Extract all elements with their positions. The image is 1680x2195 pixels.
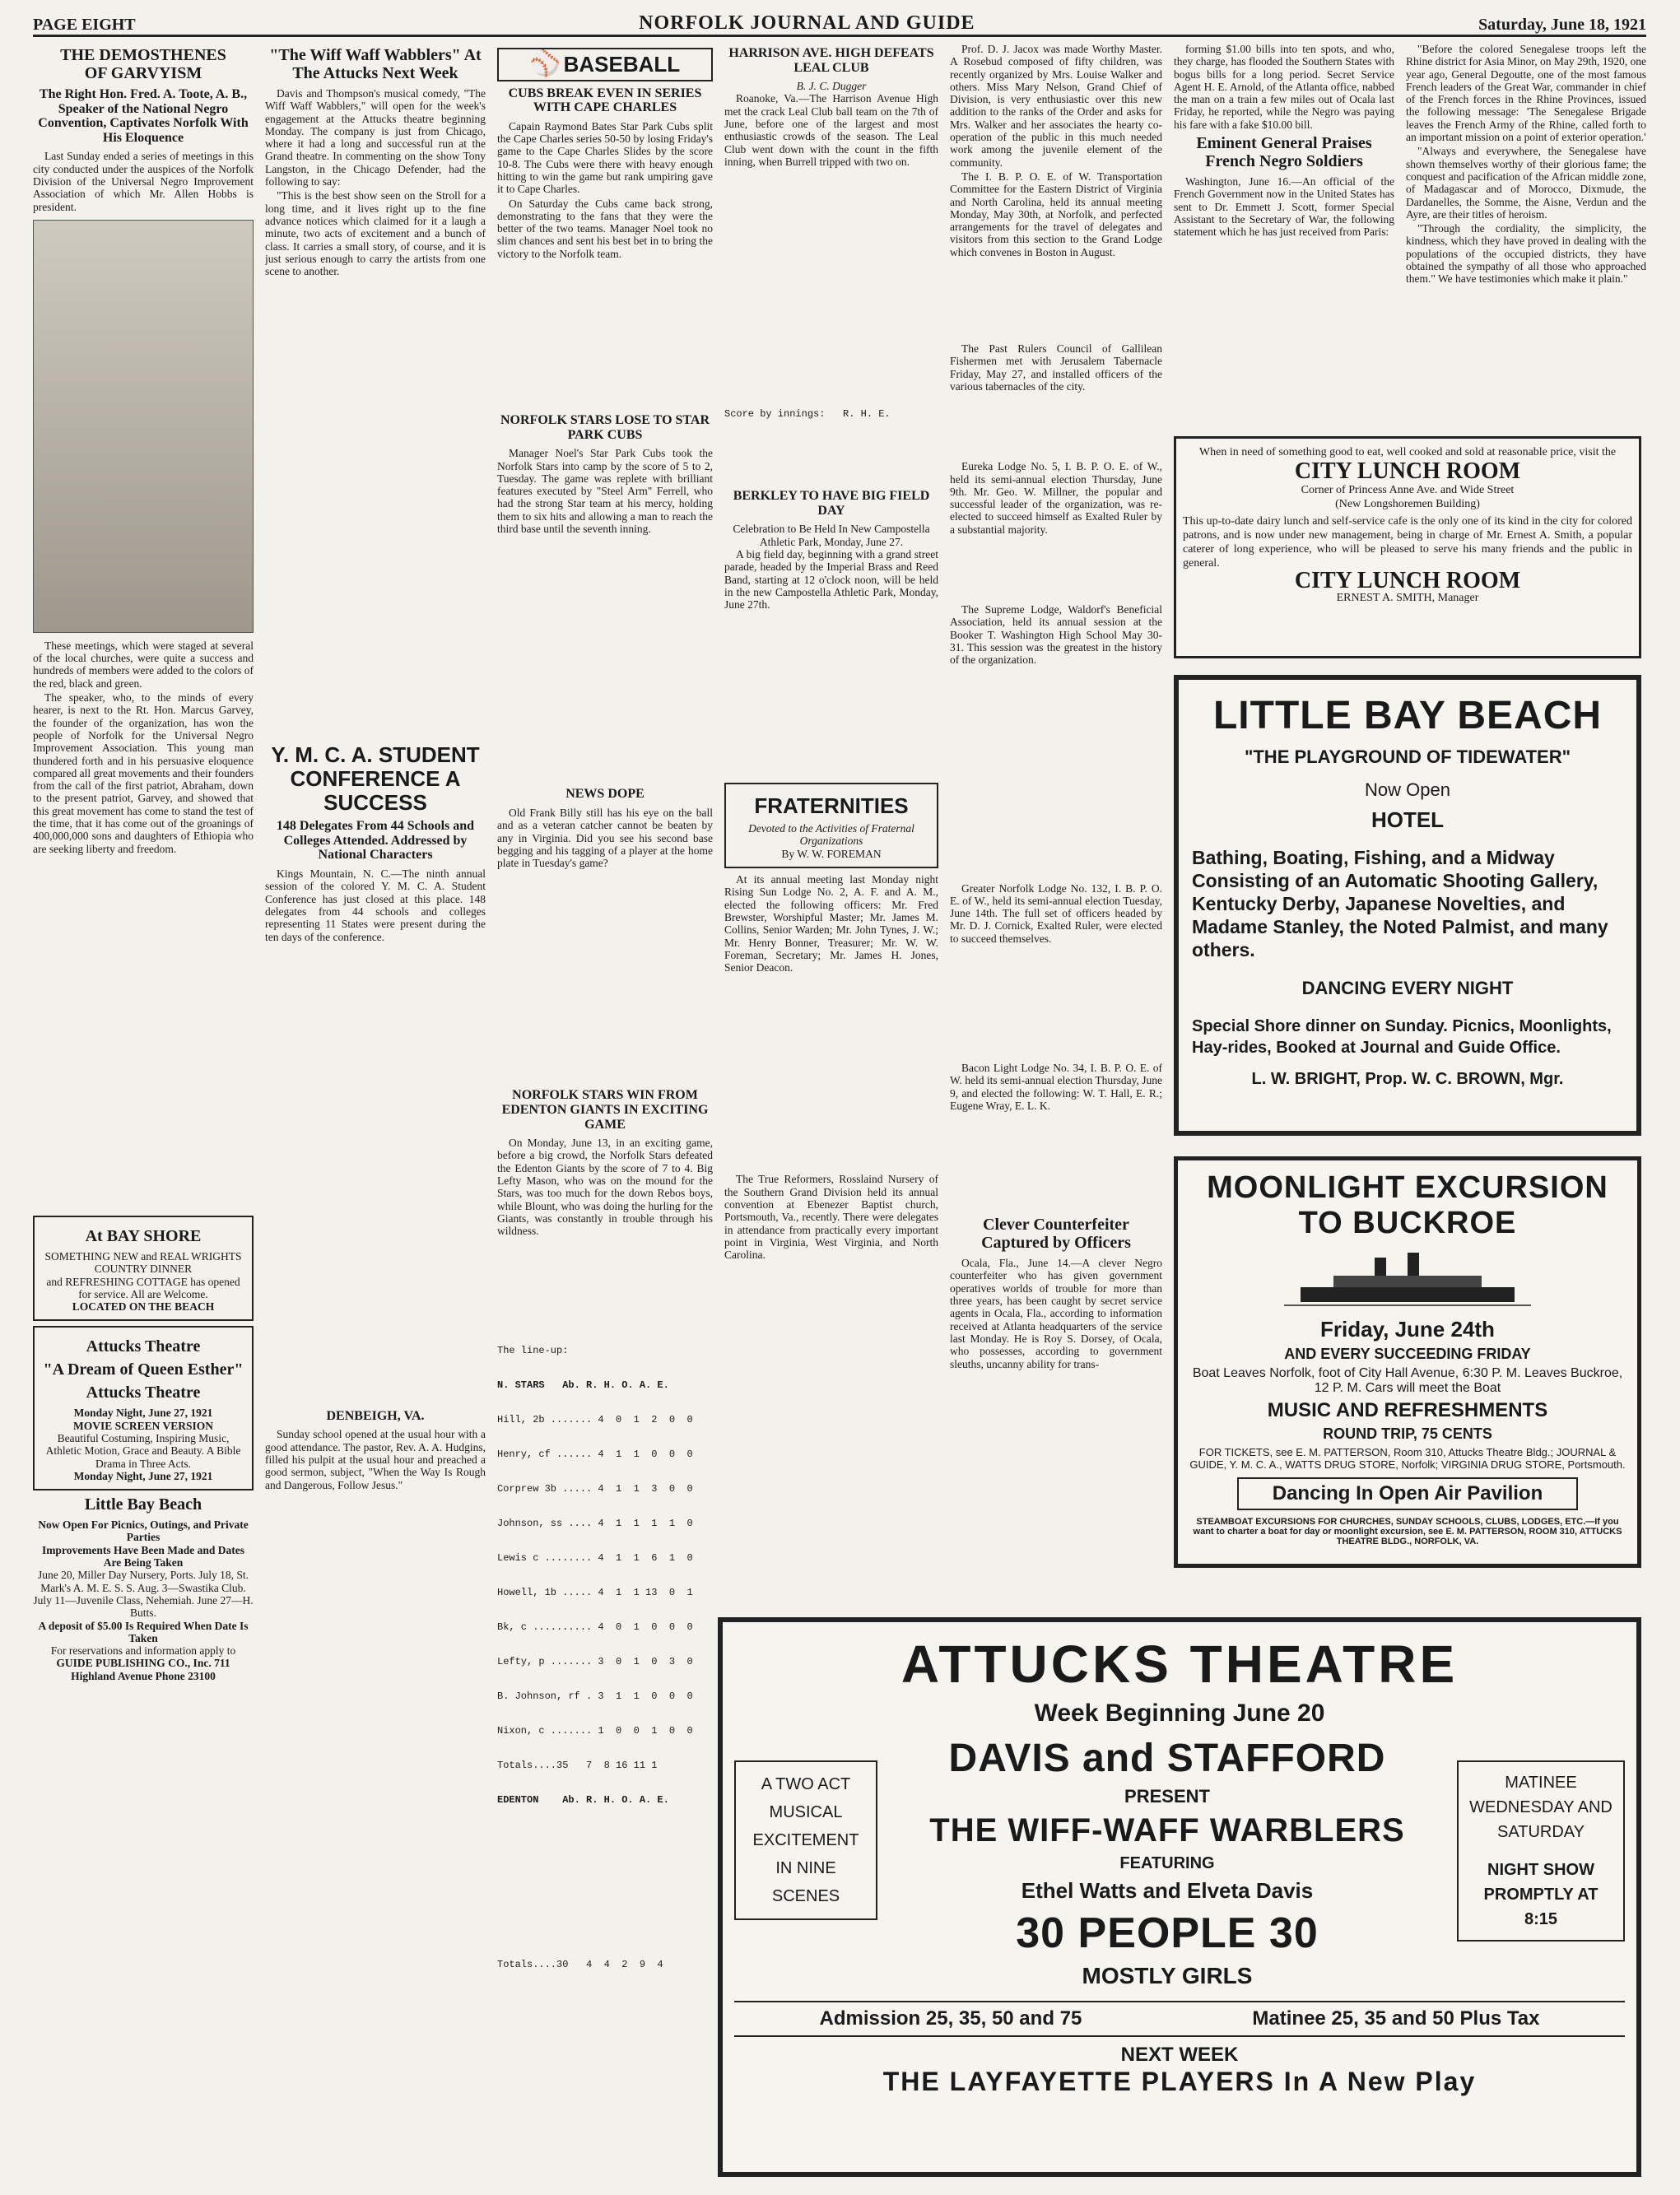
article-paragraph: Sunday school opened at the usual hour with a good attendance. The pastor, Rev. A. A. Hudgins, filled his pulpit at the usual hour and preached a good sermon, subject, "When the Way Is Rough and Dangerous, Follow Jesus." (265, 1428, 486, 1491)
ad-little-bay-beach: LITTLE BAY BEACH "THE PLAYGROUND OF TIDEWATER" Now Open HOTEL Bathing, Boating, Fishing, and a Midway Consisting of an Automatic Shooting Gallery, Kentucky Derby, Japanese Novelties, and Madame Stanley, the Noted Palmist, and many others. DANCING EVERY NIGHT Special Shore dinner on Sunday. Picnics, Moonlights, Hay-rides, Booked at Journal and Guide Office. L. W. BRIGHT, Prop. W. C. BROWN, Mgr. (1174, 675, 1641, 1136)
article-paragraph: "Before the colored Senegalese troops left the Rhine district for Asia Minor, on May 29th, 1920, one year ago, General Degoutte, one of the most famous French leaders of the Great War, commander in chief of the French forces in the Rhine Provinces, issued the following message: 'The Senegalese Brigade leaves the French Army of the Rhine, called forth to an important mission on a point of exterior operation.' (1406, 43, 1646, 144)
box-score-row: B. Johnson, rf . 3 1 1 0 0 0 (497, 1690, 693, 1702)
baseball-player-icon: ⚾ (529, 50, 561, 77)
score-table: Score by innings: R. H. E. (724, 408, 891, 421)
headline-wiff-waff: "The Wiff Waff Wabblers" At The Attucks Next Week (269, 46, 482, 82)
ad-line: For reservations and information apply to (50, 1644, 236, 1658)
ad-little-bay-beach-small (33, 1495, 254, 1682)
article-paragraph: "Through the cordiality, the simplicity, the kindness, which they have proved in dealing with the populations of the occupied districts, they have obtained the sympathy of all those who approached them." We have testimonies which make it plain." (1406, 222, 1646, 286)
box-score-row: Johnson, ss .... 4 1 1 1 1 0 (497, 1517, 693, 1529)
headline-demosthenes: THE DEMOSTHENES OF GARVYISM (60, 46, 226, 82)
ad-line: Improvements Have Been Made and Dates Are Being Taken (41, 1543, 245, 1570)
box-score-row: Lewis c ........ 4 1 1 6 1 0 (497, 1551, 693, 1564)
ad-line: June 20, Miller Day Nursery, Ports. July 18, St. Mark's A. M. E. S. S. Aug. 3—Swastika Club. July 11—Juvenile Class, Nehemiah. June 27—H. Butts. (33, 1569, 254, 1620)
article-paragraph: A big field day, beginning with a grand street parade, headed by the Imperial Brass and Reed Band, starting at 12 o'clock noon, will be held in the new Campostella Athletic Park, Monday, June 27th. (724, 548, 938, 612)
ad-moonlight-excursion: MOONLIGHT EXCURSION TO BUCKROE Friday, June 24th AND EVERY SUCCEEDING FRIDAY Boat Leaves Norfolk, foot of City Hall Avenue, 6:30 P. M. Leaves Buckroe, 12 P. M. Cars will meet the Boat MUSIC AND REFRESHMENTS ROUND TRIP, 75 CENTS FOR TICKETS, see E. M. PATTERSON, Room 310, Attucks Theatre Bldg.; JOURNAL & GUIDE, Y. M. C. A., WATTS DRUG STORE, Norfolk; VIRGINIA DRUG STORE, Portsmouth. Dancing In Open Air Pavilion STEAMBOAT EXCURSIONS FOR CHURCHES, SUNDAY SCHOOLS, CLUBS, LODGES, ETC.—If you want to charter a boat for day or moonlight excursion, see E. M. PATTERSON, ROOM 310, ATTUCKS THEATRE BLDG., NORFOLK, VA. (1174, 1156, 1641, 1568)
headline-norfolk-stars-lose: NORFOLK STARS LOSE TO STAR PARK CUBS (500, 413, 710, 442)
article-paragraph: Kings Mountain, N. C.—The ninth annual session of the colored Y. M. C. A. Student Conference has just closed at this place. 148 delegates from 44 schools and colleges representing 11 States were present during the ten days of the conference. (265, 867, 486, 943)
article-paragraph: Last Sunday ended a series of meetings in this city conducted under the auspices of the Norfolk Division of the Universal Negro Improvement Association of which Mr. Allen Hobbs is president. (33, 150, 254, 213)
box-score-row: Howell, 1b ..... 4 1 1 13 0 1 (497, 1586, 693, 1598)
attucks-left-panel: A TWO ACT MUSICAL EXCITEMENT IN NINE SCENES (734, 1760, 877, 1920)
ad-title: Attucks Theatre (86, 1337, 201, 1356)
article-paragraph: The True Reformers, Rosslaind Nursery of the Southern Grand Division held its annual convention at Ebenezer Baptist church, Portsmouth, Va., recently. There were delegates in attendance from practically every important point in Virginia, West Virginia, and North Carolina. (724, 1173, 938, 1262)
article-paragraph: The Past Rulers Council of Gallilean Fishermen met with Jerusalem Tabernacle Friday, May 27, and installed officers of the various tabernacles of the city. (950, 342, 1162, 393)
ad-line: Now Open For Picnics, Outings, and Private Parties (38, 1518, 249, 1544)
ad-line: GUIDE PUBLISHING CO., Inc. 711 Highland Avenue Phone 23100 (56, 1657, 230, 1682)
ad-attucks-theatre: ATTUCKS THEATRE Week Beginning June 20 A TWO ACT MUSICAL EXCITEMENT IN NINE SCENES DAVIS and STAFFORD PRESENT THE WIFF-WAFF WARBLERS FEATURING Ethel Watts and Elveta Davis 30 PEOPLE 30 MOSTLY GIRLS MATINEE WEDNESDAY AND SATURDAY NIGHT SHOW PROMPTLY AT 8:15 Admission 25, 35, 50 and 75 Matinee 25, 35 and 50 Plus Tax NEXT WEEK THE LAYFAYETTE PLAYERS In A New Play (718, 1617, 1641, 2177)
ad-line: SOMETHING NEW and REAL WRIGHTS COUNTRY DINNER (44, 1249, 242, 1276)
article-paragraph: The I. B. P. O. E. of W. Transportation Committee for the Eastern District of Virginia and North Carolina, held its annual meeting Monday, May 30th, at Norfolk, and perfected arrangements for the travel of delegates and visitors from this section to the Grand Lodge which convenes in Boston in August. (950, 170, 1162, 258)
ad-title: Little Bay Beach (84, 1495, 202, 1514)
headline-eminent-general: Eminent General Praises French Negro Soldiers (1196, 134, 1372, 171)
fraternities-banner: FRATERNITIES Devoted to the Activities of Fraternal Organizations By W. W. FOREMAN (724, 783, 938, 868)
admission-prices: Admission 25, 35, 50 and 75 (819, 2007, 1082, 2030)
ad-line: Attucks Theatre (86, 1384, 201, 1402)
ad-line: and REFRESHING COTTAGE has opened for service. All are Welcome. (46, 1275, 240, 1300)
ad-title: At BAY SHORE (85, 1226, 202, 1245)
attucks-right-panel: MATINEE WEDNESDAY AND SATURDAY NIGHT SHOW PROMPTLY AT 8:15 (1457, 1760, 1625, 1942)
headline-stars-win: NORFOLK STARS WIN FROM EDENTON GIANTS IN EXCITING GAME (501, 1088, 709, 1132)
article-paragraph: On Monday, June 13, in an exciting game, before a big crowd, the Norfolk Stars defeated the Edenton Giants by the score of 7 to 4. Big Lefty Mason, who was on the mound for the Stars, was too much for the down Rebos boys, while Blount, who was doing the hurling for the Giants, was constantly in trouble through his wildness. (497, 1137, 713, 1238)
article-paragraph: Davis and Thompson's musical comedy, "The Wiff Waff Wabblers," will open for the week's engagement at the Attucks theatre beginning Monday. The company is just from Chicago, where it had a long and successful run at the Grand theatre. In commenting on the show Tony Langston, in the Chicago Defender, had the following to say: (265, 87, 486, 188)
headline-berkley: BERKLEY TO HAVE BIG FIELD DAY (733, 489, 930, 518)
headline-ymca: Y. M. C. A. STUDENT CONFERENCE A SUCCESS (271, 742, 480, 815)
box-score: The line-up: N. STARS Ab. R. H. O. A. E. Hill, 2b ....... 4 0 1 2 0 0 Henry, cf ...... 4 1 1 0 0 0 Corprew 3b ..... 4 1 1 3 0 0 Johnson, ss .... 4 1 1 1 1 0 Lewis c ........ 4 1 1 6 1 0 Howell, 1b ..... 4 1 1 13 0 1 Bk, c .......... 4 0 1 0 0 0 Lefty, p ....... 3 0 1 0 3 0 B. Johnson, rf . 3 1 1 0 0 0 Nixon, c ....... 1 0 0 1 0 0 Totals....35 7 8 16 11 1 EDENTON Ab. R. H. O. A. E. Totals....30 4 4 2 9 4 (497, 1322, 713, 1993)
article-paragraph: These meetings, which were staged at several of the local churches, were quite a success and hundreds of members were added to the colors of the red, black and green. (33, 639, 254, 690)
column-1 (33, 43, 254, 2183)
headline-denbeigh: DENBEIGH, VA. (326, 1408, 425, 1423)
article-paragraph: The speaker, who, to the minds of every hearer, is next to the Rt. Hon. Marcus Garvey, the founder of the organization, has won the people of Norfolk for the Universal Negro Improvement Association. This young man thundered forth and in his persuasive eloquence compared all great movements and their founders from the call of the first patriot, Abraham, down to the present patriot, Garvey, and showed that this great movement has come to stand the test of the time, that it has come out of the groanings of 400,000,000 sons and daughters of Ethiopia who are seeking liberty and freedom. (33, 691, 254, 855)
issue-date: Saturday, June 18, 1921 (1478, 16, 1646, 34)
column-7 (1406, 43, 1646, 405)
article-paragraph: The Supreme Lodge, Waldorf's Beneficial Association, held its annual session at the Booker T. Washington High School May 30-31. This session was the greatest in the history of the organization. (950, 603, 1162, 667)
subhead-demosthenes: The Right Hon. Fred. A. Toote, A. B., Speaker of the National Negro Convention, Captivates Norfolk With His Eloquence (38, 87, 249, 145)
ad-line: LOCATED ON THE BEACH (72, 1300, 215, 1314)
box-score-row: Nixon, c ....... 1 0 0 1 0 0 (497, 1724, 693, 1737)
ad-line: Monday Night, June 27, 1921 (73, 1469, 213, 1482)
article-paragraph: Roanoke, Va.—The Harrison Avenue High met the crack Leal Club ball team on the 7th of June, before one of the largest and most enthusiastic crowds of the season. The Leal Club went down with the count in the fifth inning, when Burrell tripped with two on. (724, 92, 938, 168)
column-2 (265, 43, 486, 2183)
matinee-prices: Matinee 25, 35 and 50 Plus Tax (1252, 2007, 1540, 2030)
article-paragraph: At its annual meeting last Monday night Rising Sun Lodge No. 2, A. F. and A. M., elected the following officers: Mr. Fred Brewster, Worshipful Master; Mr. James M. Collins, Senior Warden; Mr. John Tynes, J. W.; Mr. Henry Bonner, Treasurer; Mr. W. W. Foreman, Secretary; Mr. James H. Jones, Senior Deacon. (724, 873, 938, 974)
article-paragraph: Capain Raymond Bates Star Park Cubs split the Cape Charles series 50-50 by losing Friday's game to the Cape Charles Slides by the score 10-8. The Cubs were there with heavy enough hitting to win the game but rank umpiring gave it to Cape Charles. (497, 119, 713, 196)
baseball-logo: ⚾ BASEBALL (497, 48, 713, 81)
ad-line: "A Dream of Queen Esther" (43, 1360, 244, 1379)
box-score-row: Henry, cf ...... 4 1 1 0 0 0 (497, 1448, 693, 1460)
headline-cubs: CUBS BREAK EVEN IN SERIES WITH CAPE CHARLES (508, 86, 702, 115)
article-paragraph: forming $1.00 bills into ten spots, and who, they charge, has flooded the Southern States with bogus bills for a long period. Secret Service Agent H. E. Arnold, of the Atlanta office, nabbed the man on a train a few miles out of Ocala last Friday, he reported, while the Negro was paying his fare with a fake $10.00 bill. (1174, 43, 1394, 131)
ad-line: MOVIE SCREEN VERSION (72, 1419, 214, 1432)
article-paragraph: Bacon Light Lodge No. 34, I. B. P. O. E. of W. held its semi-annual election Thursday, June 9, and elected the following: W. T. Hall, E. R.; Eugene Wray, E. L. K. (950, 1061, 1162, 1112)
column-6 (1174, 43, 1394, 405)
article-paragraph: Old Frank Billy still has his eye on the ball and as a veteran catcher cannot be beaten by any in Virginia. Did you see his second base begging and his tagging of a player at the home plate in Tuesday's game? (497, 806, 713, 870)
page-number: PAGE EIGHT (33, 16, 136, 34)
article-paragraph: Washington, June 16.—An official of the French Government now in the United States has sent to Dr. Emmett J. Scott, former Special Assistant to the Secretary of War, the following statement which he has just received from Paris: (1174, 175, 1394, 239)
portrait-photo (33, 220, 254, 633)
article-paragraph: On Saturday the Cubs came back strong, demonstrating to the fans that they were the better of the two teams. Manager Noel took no slim chances and sent his best bet in to bring the victory to the Norfolk team. (497, 197, 713, 260)
headline-counterfeiter: Clever Counterfeiter Captured by Officers (981, 1216, 1131, 1253)
ad-line: Beautiful Costuming, Inspiring Music, Athletic Motion, Grace and Beauty. A Bible Drama in Three Acts. (45, 1431, 241, 1470)
ad-queen-esther (33, 1326, 254, 1490)
column-3 (497, 43, 713, 2183)
article-paragraph: Greater Norfolk Lodge No. 132, I. B. P. O. E. of W., held its semi-annual election Tuesday, June 14th. The full set of officers headed by Mr. D. J. Cornick, Exalted Ruler, were elected to succeed themselves. (950, 881, 1162, 945)
masthead (33, 12, 1646, 37)
article-paragraph: Ocala, Fla., June 14.—A clever Negro counterfeiter who has given government operatives worlds of trouble for more than three years, has been caught by secret service agents in Ocala, Fla., according to information received at Atlanta headquarters of the service last Monday. He is Roy S. Dorsey, of Ocala, who possesses, according to government sleuths, uncanny ability for trans- (950, 1257, 1162, 1370)
article-paragraph: "This is the best show seen on the Stroll for a long time, and it lives right up to the fine advance notices which claimed for it a laugh a minute, two acts of excitement and a bunch of class. It carries a small story, of course, and it is just serious enough to carry the artists from one scene to another. (265, 189, 486, 278)
box-score-row: Bk, c .......... 4 0 1 0 0 0 (497, 1621, 693, 1633)
article-paragraph: Prof. D. J. Jacox was made Worthy Master. A Rosebud composed of fifty children, was recently organized by Mrs. Louise Walker and others. Miss Mary Nelson, Grand Chief of Division, is very enthusiastic over this new addition to the ranks of the Order and asks for Mrs. Walker and her associates the hearty co-operation of the public in this much needed work among the juvenile element of the community. (950, 43, 1162, 169)
article-paragraph: "Always and everywhere, the Senegalese have shown themselves worthy of their glorious fame; the conquest and pacification of the African middle zone, of Madagascar and of Morocco, Dixmude, the Dardanelles, the Somme, the Aisne, Verdun and the Ayre, are their titles of heroism. (1406, 145, 1646, 221)
steamship-icon (1284, 1246, 1531, 1312)
article-paragraph: Eureka Lodge No. 5, I. B. P. O. E. of W., held its semi-annual election Thursday, June 9th. Mr. Geo. W. Millner, the popular and successful leader of the organization, was re-elected to succeed himself as Exalted Ruler by a substantial majority. (950, 460, 1162, 536)
ad-bay-shore (33, 1216, 254, 1321)
ad-line: A deposit of $5.00 Is Required When Date Is Taken (38, 1619, 249, 1644)
subhead-ymca: 148 Delegates From 44 Schools and Colleges Attended. Addressed by National Characters (276, 819, 475, 863)
box-score-row: Corprew 3b ..... 4 1 1 3 0 0 (497, 1482, 693, 1495)
byline: B. J. C. Dugger (796, 80, 867, 93)
article-paragraph: Manager Noel's Star Park Cubs took the Norfolk Stars into camp by the score of 5 to 2, Tuesday. The game was replete with brilliant features executed by "Steel Arm" Ferrell, who had the strong Star team at his mercy, holding them to six hits and allowing a man to reach the third base until the seventh inning. (497, 447, 713, 536)
ad-city-lunch-room: When in need of something good to eat, well cooked and sold at reasonable price, visit the CITY LUNCH ROOM Corner of Princess Anne Ave. and Wide Street (New Longshoremen Building) This up-to-date dairy lunch and self-service cafe is the only one of its kind in the city for colored patrons, and is now under new management, being in charge of Mr. Ernest A. Smith, a popular caterer of long experience, who will be pleased to serve his many friends and the public in general. CITY LUNCH ROOM ERNEST A. SMITH, Manager (1174, 436, 1641, 658)
newspaper-title: NORFOLK JOURNAL AND GUIDE (639, 12, 975, 34)
box-score-row: Hill, 2b ....... 4 0 1 2 0 0 (497, 1413, 693, 1425)
headline-news-dope: NEWS DOPE (565, 787, 645, 802)
subhead: Celebration to Be Held In New Campostella Athletic Park, Monday, June 27. (733, 523, 930, 548)
ad-line: Monday Night, June 27, 1921 (73, 1407, 213, 1420)
box-score-row: Lefty, p ....... 3 0 1 0 3 0 (497, 1655, 693, 1667)
headline-harrison: HARRISON AVE. HIGH DEFEATS LEAL CLUB (728, 46, 934, 75)
